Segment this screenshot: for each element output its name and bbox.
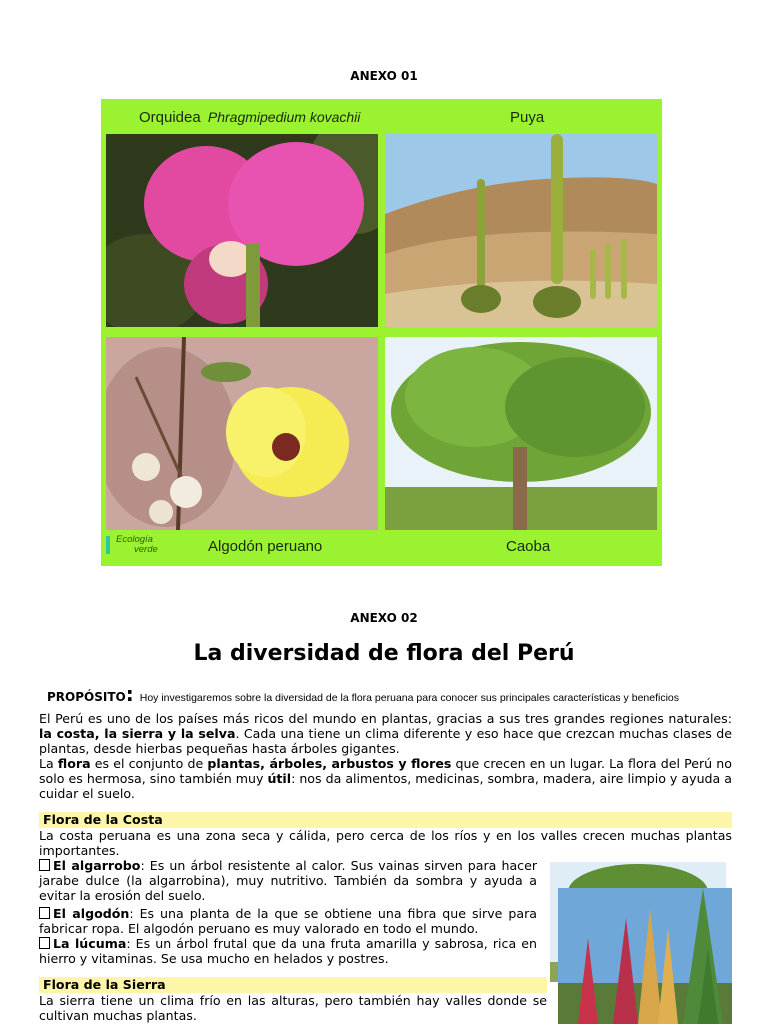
orquidea-label: Orquidea Phragmipedium kovachii bbox=[139, 109, 361, 126]
algodon-label: Algodón peruano bbox=[208, 538, 323, 555]
anexo-02-heading: ANEXO 02 bbox=[350, 611, 418, 625]
caoba-photo bbox=[385, 337, 657, 530]
page-title: La diversidad de flora del Perú bbox=[193, 641, 575, 666]
puya-photo bbox=[385, 134, 657, 327]
orquidea-photo bbox=[106, 134, 378, 327]
logo-mark bbox=[106, 536, 110, 554]
costa-item-algodon: El algodón: Es una planta de la que se obtiene una fibra que sirve para fabricar ropa. El algodón peruano es muy valorado en todo el mundo. bbox=[39, 906, 537, 936]
proposito-text: Hoy investigaremos sobre la diversidad de la flora peruana para conocer sus principales características y beneficios bbox=[139, 692, 680, 704]
checkbox-icon bbox=[39, 937, 50, 949]
puya-label: Puya bbox=[510, 109, 545, 126]
proposito-line: PROPÓSITO: Hoy investigaremos sobre la diversidad de la flora peruana para conocer sus principales características y beneficios bbox=[47, 682, 680, 706]
proposito-label: PROPÓSITO bbox=[47, 690, 126, 704]
intro-paragraph-1: El Perú es uno de los países más ricos del mundo en plantas, gracias a sus tres grandes regiones naturales: la costa, la sierra y la selva. Cada una tiene un clima diferente y eso hace que crezcan muchas clases de plantas, desde hierbas pequeñas hasta árboles gigantes. bbox=[39, 711, 732, 756]
checkbox-icon bbox=[39, 907, 50, 919]
checkbox-icon bbox=[39, 859, 50, 871]
costa-intro: La costa peruana es una zona seca y cálida, pero cerca de los ríos y en los valles crecen muchas plantas importantes. bbox=[39, 828, 732, 858]
costa-heading: Flora de la Costa bbox=[39, 812, 732, 828]
flora-collage bbox=[101, 99, 662, 566]
ecologia-verde-logo: Ecología verde bbox=[116, 534, 158, 555]
algodon-photo bbox=[106, 337, 378, 530]
caoba-label: Caoba bbox=[506, 538, 551, 555]
orquidea-scientific-name: Phragmipedium kovachii bbox=[207, 109, 361, 125]
costa-item-algarrobo: El algarrobo: Es un árbol resistente al calor. Sus vainas sirven para hacer jarabe dulce (la algarrobina), muy nutritivo. También da sombra y ayuda a evitar la erosión del suelo. bbox=[39, 858, 538, 903]
sierra-heading: Flora de la Sierra bbox=[39, 977, 547, 993]
anexo-01-heading: ANEXO 01 bbox=[350, 69, 418, 83]
intro-paragraph-2: La flora es el conjunto de plantas, árboles, arbustos y flores que crecen en un lugar. La flora del Perú no solo es hermosa, sino también muy útil: nos da alimentos, medicinas, sombra, madera, aire limpio y ayuda a cuidar el suelo. bbox=[39, 756, 732, 801]
sierra-intro: La sierra tiene un clima frío en las alturas, pero también hay valles donde se cultivan muchas plantas. bbox=[39, 993, 547, 1023]
costa-item-lucuma: La lúcuma: Es un árbol frutal que da una fruta amarilla y sabrosa, rica en hierro y vitaminas. Se usa mucho en helados y postres. bbox=[39, 936, 537, 966]
quinua-photo bbox=[558, 888, 732, 1024]
